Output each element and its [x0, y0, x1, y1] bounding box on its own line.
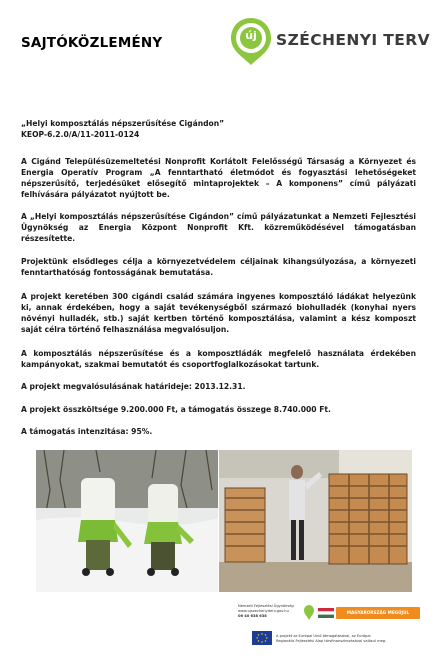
intensity-paragraph: A támogatás intenzitása: 95%. — [21, 427, 153, 436]
cost-paragraph: A projekt összköltsége 9.200.000 Ft, a támogatás összege 8.740.000 Ft. — [21, 405, 331, 414]
paragraph-5: A komposztálás népszerűsítése és a komposztládák megfelelő használata érdekében kampányokat, szakmai bemutatót és csoportfoglalkozásokat tartunk. — [21, 349, 416, 369]
hungarian-flag-icon — [318, 608, 334, 618]
hungary-badge — [336, 607, 420, 619]
project-code: KEOP-6.2.0/A/11-2011-0124 — [21, 130, 140, 139]
nfu-url: www.ujszechenyiterv.gov.hu — [238, 609, 289, 613]
shredder-photo — [36, 450, 218, 592]
szechenyi-terv-logo — [229, 16, 430, 68]
eu-support-text-1: A projekt az Európai Unió támogatásával, az Európai — [276, 634, 371, 638]
logo-mark-text: új — [245, 29, 257, 42]
eu-flag-icon — [252, 631, 272, 645]
nfu-name: Nemzeti Fejlesztési Ügynökség — [238, 604, 294, 608]
hungary-badge-label: MAGYARORSZÁG MEGÚJUL — [346, 610, 410, 615]
szechenyi-small-logo-icon — [304, 605, 314, 621]
paragraph-2: A „Helyi komposztálás népszerűsítése Cigándon” című pályázatunkat a Nemzeti Fejlesztési Ügynökség az Energia Központ Nonprofit Kft. közreműködésével támogatásban részesítette. — [21, 212, 416, 243]
paragraph-3: Projektünk elsődleges célja a környezetvédelem céljainak kihangsúlyozása, a környezeti fenntarthatóság fontosságának bemutatása. — [21, 257, 416, 277]
paragraph-4: A projekt keretében 300 cigándi család számára ingyenes komposztáló ládákat helyezünk ki, annak érdekében, hogy a saját tevékenységből származó biohulladék (konyhai nyers növényi hulladék, stb.) saját kertben történő komposztálása, valamint a kész komposzt saját célra történő felhasználása megvalósuljon. — [21, 292, 416, 334]
eu-support-text-2: Regionális Fejlesztési Alap társfinanszírozásával valósul meg. — [276, 639, 387, 643]
nfu-phone: 06 40 638 638 — [238, 614, 267, 618]
article-headline: „Helyi komposztálás népszerűsítése Cigándon” — [21, 119, 225, 128]
logo-text: SZÉCHENYI TERV — [276, 31, 430, 49]
page-title: SAJTÓKÖZLEMÉNY — [21, 35, 163, 51]
footer-logos — [236, 603, 422, 655]
compost-crates-photo — [219, 450, 412, 592]
paragraph-1: A Cigánd Településüzemeltetési Nonprofit Korlátolt Felelősségű Társaság a Környezet és Energia Operatív Program „A fenntartható életmódot és fogyasztási lehetőségeket népszerűsítő, terjedésüket elősegítő mintaprojektek – A komponens” című pályázati felhívására pályázatot nyújtott be. — [21, 157, 416, 199]
deadline-paragraph: A projekt megvalósulásának határideje: 2013.12.31. — [21, 382, 246, 391]
